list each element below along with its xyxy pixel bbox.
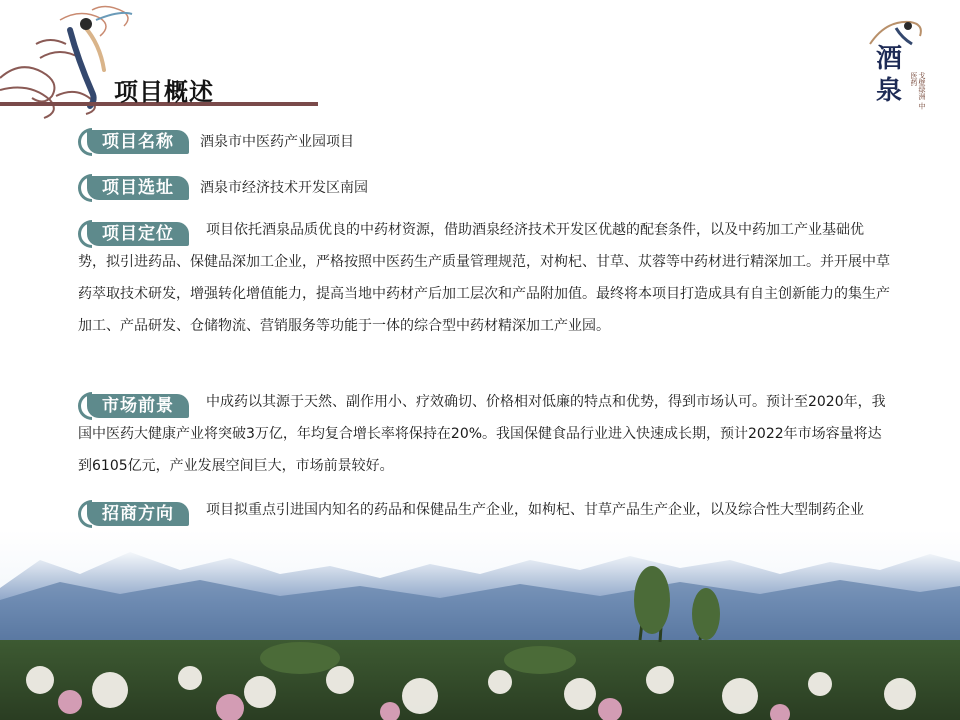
jiuquan-logo xyxy=(850,14,930,114)
logo-char-1: 酒 xyxy=(876,44,903,74)
tag-label: 市场前景 xyxy=(87,394,189,418)
section-project-name xyxy=(78,128,890,158)
tag-label: 招商方向 xyxy=(87,502,189,526)
tag-label: 项目选址 xyxy=(87,176,189,200)
section-tag xyxy=(78,174,190,202)
section-tag xyxy=(78,128,190,156)
cloud-pattern-decoration xyxy=(0,0,340,130)
tag-label: 项目定位 xyxy=(87,222,189,246)
section-text: 酒泉市经济技术开发区南园 xyxy=(200,180,368,196)
snow-mountain-landscape-image xyxy=(0,530,960,720)
tag-label: 项目名称 xyxy=(87,130,189,154)
section-text: 中成药以其源于天然、副作用小、疗效确切、价格相对低廉的特点和优势，得到市场认可。预计至2020年，我国中医药大健康产业将突破3万亿，年均复合增长率将保持在20%。我国保健食品行业进入快速成长期，预计2022年市场容量将达到6105亿元，产业发展空间巨大，市场前景较好。 xyxy=(78,394,886,474)
logo-char-2: 泉 xyxy=(876,76,903,106)
section-text: 酒泉市中医药产业园项目 xyxy=(200,134,354,150)
section-project-positioning xyxy=(78,220,890,348)
section-market-outlook xyxy=(78,392,890,488)
page-title: 项目概述 xyxy=(114,78,214,106)
section-text: 项目拟重点引进国内知名的药品和保健品生产企业，如枸杞、甘草产品生产企业，以及综合性大型制药企业 xyxy=(206,502,864,518)
section-project-site xyxy=(78,174,890,204)
logo-subtitle: 戈壁绿洲 中医药 xyxy=(910,72,926,110)
section-text: 项目依托酒泉品质优良的中药材资源，借助酒泉经济技术开发区优越的配套条件，以及中药加工产业基础优势，拟引进药品、保健品深加工企业，严格按照中医药生产质量管理规范，对枸杞、甘草、苁蓉等中药材进行精深加工。并开展中草药萃取技术研发，增强转化增值能力，提高当地中药材产后加工层次和产品附加值。最终将本项目打造成具有自主创新能力的集生产加工、产品研发、仓储物流、营销服务等功能于一体的综合型中药材精深加工产业园。 xyxy=(78,222,890,334)
